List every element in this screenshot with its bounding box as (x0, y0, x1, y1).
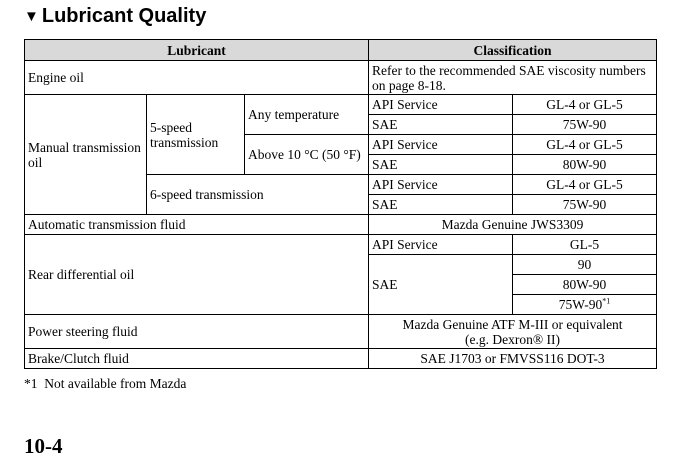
api-service-label: API Service (369, 235, 513, 255)
sae-value: 80W-90 (513, 275, 657, 295)
brake-clutch-label: Brake/Clutch fluid (25, 349, 369, 369)
six-speed-label: 6-speed transmission (147, 175, 369, 215)
sae-label: SAE (369, 155, 513, 175)
sae-label: SAE (369, 255, 513, 315)
table-row (25, 61, 657, 95)
footnote: *1 Not available from Mazda (24, 376, 187, 391)
api-service-label: API Service (369, 95, 513, 115)
api-value: GL-4 or GL-5 (513, 135, 657, 155)
power-steering-classification (369, 315, 657, 349)
engine-oil-label: Engine oil (25, 61, 369, 95)
page-number: 10-4 (24, 434, 63, 458)
table-row (25, 215, 657, 235)
power-steering-line1: Mazda Genuine ATF M-III or equivalent (402, 316, 623, 332)
manual-transmission-label: Manual transmission oil (25, 95, 147, 215)
table-header-row (25, 40, 657, 61)
sae-label: SAE (369, 195, 513, 215)
above-10c-label: Above 10 °C (50 °F) (245, 135, 369, 175)
section-title: Lubricant Quality (41, 5, 207, 27)
power-steering-label: Power steering fluid (25, 315, 369, 349)
api-service-label: API Service (369, 175, 513, 195)
sae-value: 75W-90 (513, 195, 657, 215)
any-temperature-label: Any temperature (245, 95, 369, 135)
down-triangle-icon: ▼ (24, 8, 39, 25)
section-heading (24, 5, 206, 28)
sae-value: 80W-90 (513, 155, 657, 175)
table-row (25, 95, 657, 115)
sae-value: 75W-90 (513, 115, 657, 135)
api-value: GL-5 (513, 235, 657, 255)
api-service-label: API Service (369, 135, 513, 155)
power-steering-line2: (e.g. Dexron® II) (465, 331, 561, 347)
brake-clutch-classification: SAE J1703 or FMVSS116 DOT-3 (369, 349, 657, 369)
sae-label: SAE (369, 115, 513, 135)
api-value: GL-4 or GL-5 (513, 95, 657, 115)
footnote-ref: *1 (602, 296, 611, 306)
api-value: GL-4 or GL-5 (513, 175, 657, 195)
sae-value (513, 295, 657, 315)
sae-value: 90 (513, 255, 657, 275)
engine-oil-classification: Refer to the recommended SAE viscosity numbers on page 8-18. (369, 61, 657, 95)
table-row (25, 315, 657, 349)
atf-label: Automatic transmission fluid (25, 215, 369, 235)
five-speed-label: 5-speed transmission (147, 95, 245, 175)
header-classification: Classification (369, 40, 657, 61)
atf-classification: Mazda Genuine JWS3309 (369, 215, 657, 235)
table-row (25, 235, 657, 255)
lubricant-table (24, 39, 657, 369)
header-lubricant: Lubricant (25, 40, 369, 61)
rear-differential-label: Rear differential oil (25, 235, 369, 315)
table-row (25, 349, 657, 369)
sae-value-text: 75W-90 (558, 297, 603, 312)
